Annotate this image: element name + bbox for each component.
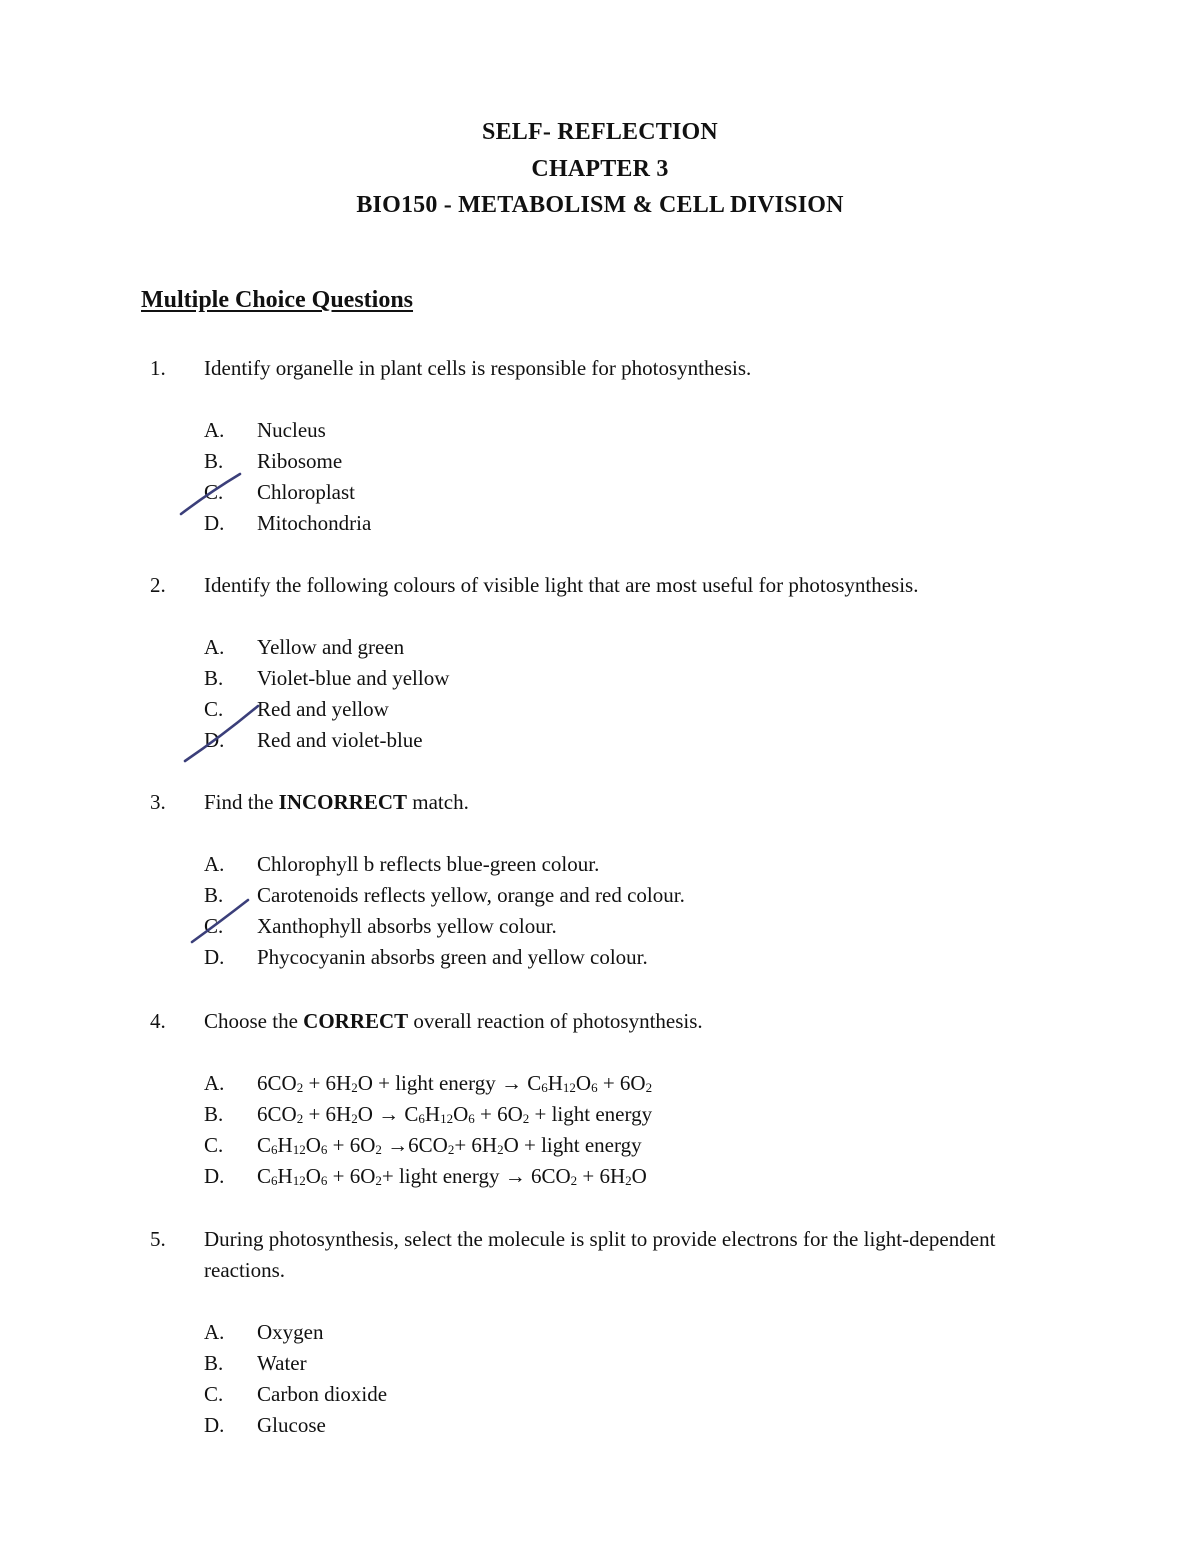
- question-text: Identify the following colours of visible light that are most useful for photosynthesis.: [204, 573, 919, 597]
- subscript: 2: [375, 1142, 382, 1157]
- option-letter: B.: [204, 883, 224, 907]
- option-list: [0, 1068, 1200, 1192]
- question-text: [204, 787, 1004, 818]
- question-text: Identify organelle in plant cells is responsible for photosynthesis.: [204, 356, 752, 380]
- subscript: 2: [296, 1080, 304, 1095]
- option-c: [0, 911, 1200, 942]
- question-keyword: CORRECT: [303, 1009, 409, 1033]
- question-number: 2.: [150, 573, 166, 597]
- option-text: Mitochondria: [257, 511, 372, 535]
- option-letter: D.: [204, 1164, 225, 1188]
- title-course: BIO150 - METABOLISM & CELL DIVISION: [356, 192, 844, 218]
- option-letter: C.: [204, 914, 224, 938]
- subscript: 12: [562, 1080, 576, 1095]
- subscript: 2: [570, 1173, 578, 1188]
- subscript: 6: [418, 1111, 425, 1126]
- option-letter: C.: [204, 1382, 224, 1406]
- option-list: [0, 1317, 1200, 1441]
- option-b: [0, 446, 1200, 477]
- subscript: 2: [351, 1111, 358, 1126]
- option-a: [0, 1317, 1200, 1348]
- question-number: 1.: [150, 356, 166, 380]
- option-list: [0, 415, 1200, 539]
- option-text: Nucleus: [257, 418, 326, 442]
- option-letter: C.: [204, 697, 224, 721]
- question-keyword: INCORRECT: [278, 790, 408, 814]
- subscript: 6: [271, 1173, 278, 1188]
- option-list: [0, 632, 1200, 756]
- subscript: 6: [320, 1142, 328, 1157]
- option-formula: $6CO_2 + 6H_2O$ + light energy → $C_6H_{12}O_6 + 6O_2$: [257, 1071, 653, 1095]
- option-letter: D.: [204, 945, 225, 969]
- option-letter: C.: [204, 480, 224, 504]
- option-a: [0, 849, 1200, 880]
- option-b: [0, 1348, 1200, 1379]
- option-d: [0, 1410, 1200, 1441]
- option-text: Carotenoids reflects yellow, orange and red colour.: [257, 883, 685, 907]
- option-text: Yellow and green: [257, 635, 405, 659]
- question-text-pre: Find the: [204, 790, 279, 814]
- option-d: [0, 942, 1200, 973]
- option-text: Violet-blue and yellow: [257, 666, 450, 690]
- subscript: 6: [320, 1173, 328, 1188]
- option-list: [0, 849, 1200, 973]
- option-text: Chloroplast: [257, 480, 355, 504]
- option-c: [0, 1130, 1200, 1161]
- subscript: 6: [591, 1080, 598, 1095]
- option-text: Red and violet-blue: [257, 728, 423, 752]
- question-text: During photosynthesis, select the molecule is split to provide electrons for the light-dependent reactions.: [204, 1227, 996, 1282]
- option-text: Glucose: [257, 1413, 326, 1437]
- question-text-pre: Choose the: [204, 1009, 304, 1033]
- option-c: [0, 1379, 1200, 1410]
- option-letter: B.: [204, 666, 224, 690]
- option-text: Chlorophyll b reflects blue-green colour.: [257, 852, 600, 876]
- title-self-reflection: SELF- REFLECTION: [482, 119, 718, 145]
- option-letter: A.: [204, 635, 225, 659]
- option-b: [0, 880, 1200, 911]
- option-c: [0, 477, 1200, 508]
- option-text: Phycocyanin absorbs green and yellow colour.: [257, 945, 648, 969]
- question-text: [204, 1006, 1004, 1037]
- option-letter: B.: [204, 1351, 224, 1375]
- subscript: 6: [541, 1080, 548, 1095]
- option-letter: B.: [204, 1102, 224, 1126]
- subscript: 6: [468, 1111, 475, 1126]
- option-d: [0, 1161, 1200, 1192]
- subscript: 2: [375, 1173, 382, 1188]
- option-b: [0, 1099, 1200, 1130]
- question-number: 4.: [150, 1009, 166, 1033]
- option-d: [0, 508, 1200, 539]
- subscript: 2: [645, 1080, 653, 1095]
- option-a: [0, 632, 1200, 663]
- question-number: 5.: [150, 1227, 166, 1251]
- option-a: [0, 1068, 1200, 1099]
- subscript: 2: [447, 1142, 455, 1157]
- option-text: Oxygen: [257, 1320, 324, 1344]
- option-letter: A.: [204, 1071, 225, 1095]
- subscript: 2: [497, 1142, 504, 1157]
- option-text: Carbon dioxide: [257, 1382, 388, 1406]
- option-letter: A.: [204, 418, 225, 442]
- option-text: Water: [257, 1351, 307, 1375]
- option-letter: B.: [204, 449, 224, 473]
- subscript: 12: [440, 1111, 454, 1126]
- option-text: Red and yellow: [257, 697, 389, 721]
- subscript: 2: [296, 1111, 304, 1126]
- option-formula: $6CO_2 + 6H_2O \to C_6H_{12}O_6 + 6O_2$ + light energy: [257, 1102, 653, 1126]
- subscript: 2: [625, 1173, 632, 1188]
- question-text-post: match.: [407, 790, 469, 814]
- option-letter: D.: [204, 728, 225, 752]
- subscript: 2: [522, 1111, 530, 1126]
- option-d: [0, 725, 1200, 756]
- option-a: [0, 415, 1200, 446]
- subscript: 12: [292, 1173, 306, 1188]
- title-block: [0, 114, 1200, 224]
- option-text: Ribosome: [257, 449, 343, 473]
- option-letter: A.: [204, 1320, 225, 1344]
- option-b: [0, 663, 1200, 694]
- option-letter: D.: [204, 1413, 225, 1437]
- option-formula: $C_6H_{12}O_6 + 6O_2+$ light energy → $6CO_2 + 6H_2O$: [257, 1164, 647, 1188]
- option-letter: D.: [204, 511, 225, 535]
- question-text-post: overall reaction of photosynthesis.: [408, 1009, 703, 1033]
- subscript: 2: [351, 1080, 358, 1095]
- subscript: 6: [271, 1142, 278, 1157]
- option-c: [0, 694, 1200, 725]
- subscript: 12: [292, 1142, 306, 1157]
- title-chapter: CHAPTER 3: [531, 155, 669, 182]
- option-formula: $C_6H_{12}O_6 + 6O_2 \to 6CO_2+ 6H_2O$ + light energy: [257, 1133, 642, 1157]
- question-number: 3.: [150, 790, 166, 814]
- option-letter: C.: [204, 1133, 224, 1157]
- option-letter: A.: [204, 852, 225, 876]
- section-heading: Multiple Choice Questions: [141, 287, 414, 313]
- option-text: Xanthophyll absorbs yellow colour.: [257, 914, 557, 938]
